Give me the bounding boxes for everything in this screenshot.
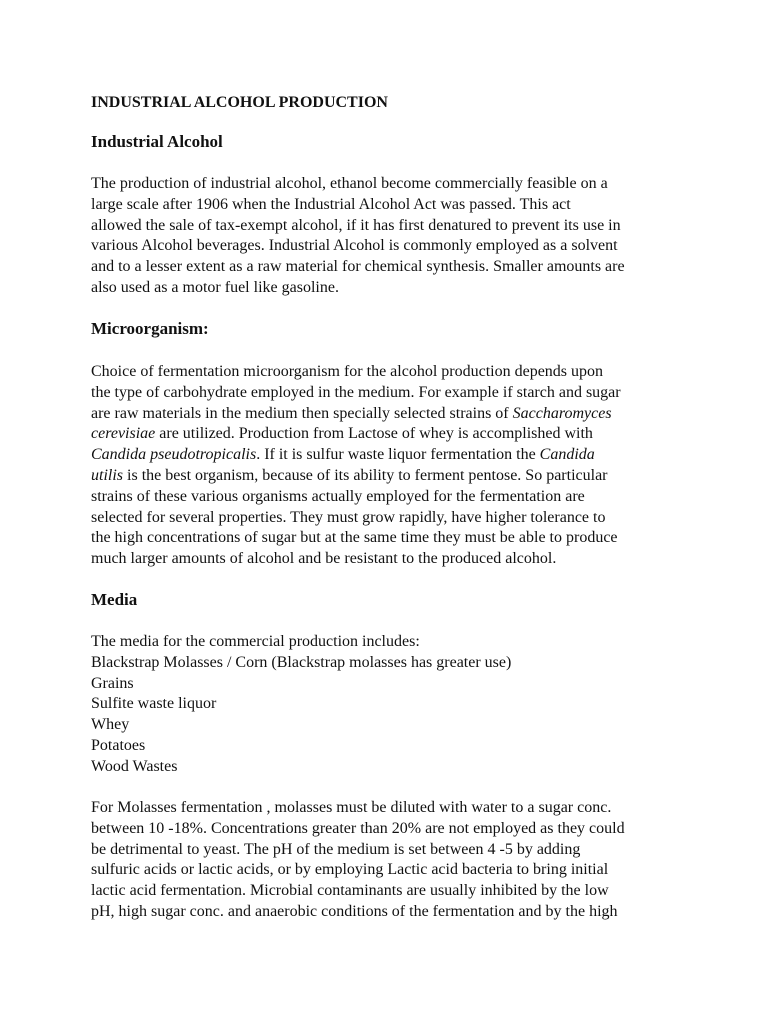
text-run: is the best organism, because of its ability to ferment pentose. So particular bbox=[123, 466, 608, 484]
heading-media: Media bbox=[91, 590, 138, 609]
text-line: pH, high sugar conc. and anaerobic conditions of the fermentation and by the high bbox=[91, 902, 618, 920]
text-line: much larger amounts of alcohol and be resistant to the produced alcohol. bbox=[91, 550, 557, 568]
text-line bbox=[91, 424, 621, 445]
text-line: selected for several properties. They must grow rapidly, have higher tolerance to bbox=[91, 508, 606, 526]
text-run: are raw materials in the medium then specially selected strains of bbox=[91, 404, 513, 422]
text-line: the high concentrations of sugar but at the same time they must be able to produce bbox=[91, 529, 618, 547]
species-name: Candida pseudotropicalis bbox=[91, 446, 257, 464]
text-line: strains of these various organisms actually employed for the fermentation are bbox=[91, 487, 585, 505]
text-line: For Molasses fermentation , molasses must be diluted with water to a sugar conc. bbox=[91, 799, 612, 816]
text-line: The production of industrial alcohol, ethanol become commercially feasible on a bbox=[91, 175, 608, 192]
heading-industrial-alcohol: Industrial Alcohol bbox=[91, 132, 223, 151]
list-item: Grains bbox=[91, 674, 134, 692]
text-line: allowed the sale of tax-exempt alcohol, if it has first denatured to prevent its use in bbox=[91, 216, 621, 234]
text-run: are utilized. Production from Lactose of whey is accomplished with bbox=[155, 425, 593, 443]
text-line: between 10 -18%. Concentrations greater than 20% are not employed as they could bbox=[91, 819, 625, 837]
paragraph-microorganism bbox=[91, 362, 621, 570]
text-run: . If it is sulfur waste liquor fermentation the bbox=[256, 446, 540, 464]
list-item: Sulfite waste liquor bbox=[91, 695, 217, 713]
media-list bbox=[91, 632, 511, 778]
text-line: the type of carbohydrate employed in the medium. For example if starch and sugar bbox=[91, 383, 621, 401]
text-line bbox=[91, 445, 621, 466]
species-name: Saccharomyces bbox=[512, 404, 612, 422]
text-line bbox=[91, 404, 621, 425]
text-line: sulfuric acids or lactic acids, or by employing Lactic acid bacteria to bring initial bbox=[91, 861, 609, 879]
species-name: utilis bbox=[91, 466, 124, 484]
list-item: Potatoes bbox=[91, 736, 146, 754]
heading-microorganism: Microorganism: bbox=[91, 319, 209, 338]
text-line: The media for the commercial production includes: bbox=[91, 633, 420, 650]
text-line: lactic acid fermentation. Microbial contaminants are usually inhibited by the low bbox=[91, 882, 609, 900]
text-line: be detrimental to yeast. The pH of the medium is set between 4 -5 by adding bbox=[91, 840, 581, 858]
list-item: Whey bbox=[91, 716, 130, 734]
text-line bbox=[91, 466, 621, 487]
text-line: Choice of fermentation microorganism for the alcohol production depends upon bbox=[91, 363, 604, 380]
paragraph-molasses bbox=[91, 798, 625, 923]
text-line: and to a lesser extent as a raw material for chemical synthesis. Smaller amounts are bbox=[91, 258, 625, 276]
list-item: Wood Wastes bbox=[91, 757, 178, 775]
species-name: Candida bbox=[539, 446, 595, 464]
text-line: various Alcohol beverages. Industrial Alcohol is commonly employed as a solvent bbox=[91, 237, 618, 255]
list-item: Blackstrap Molasses / Corn (Blackstrap molasses has greater use) bbox=[91, 653, 512, 671]
text-line: large scale after 1906 when the Industrial Alcohol Act was passed. This act bbox=[91, 195, 571, 213]
document-title: INDUSTRIAL ALCOHOL PRODUCTION bbox=[91, 94, 388, 111]
paragraph-industrial-alcohol bbox=[91, 174, 625, 299]
species-name: cerevisiae bbox=[91, 425, 156, 443]
text-line: also used as a motor fuel like gasoline. bbox=[91, 278, 339, 296]
